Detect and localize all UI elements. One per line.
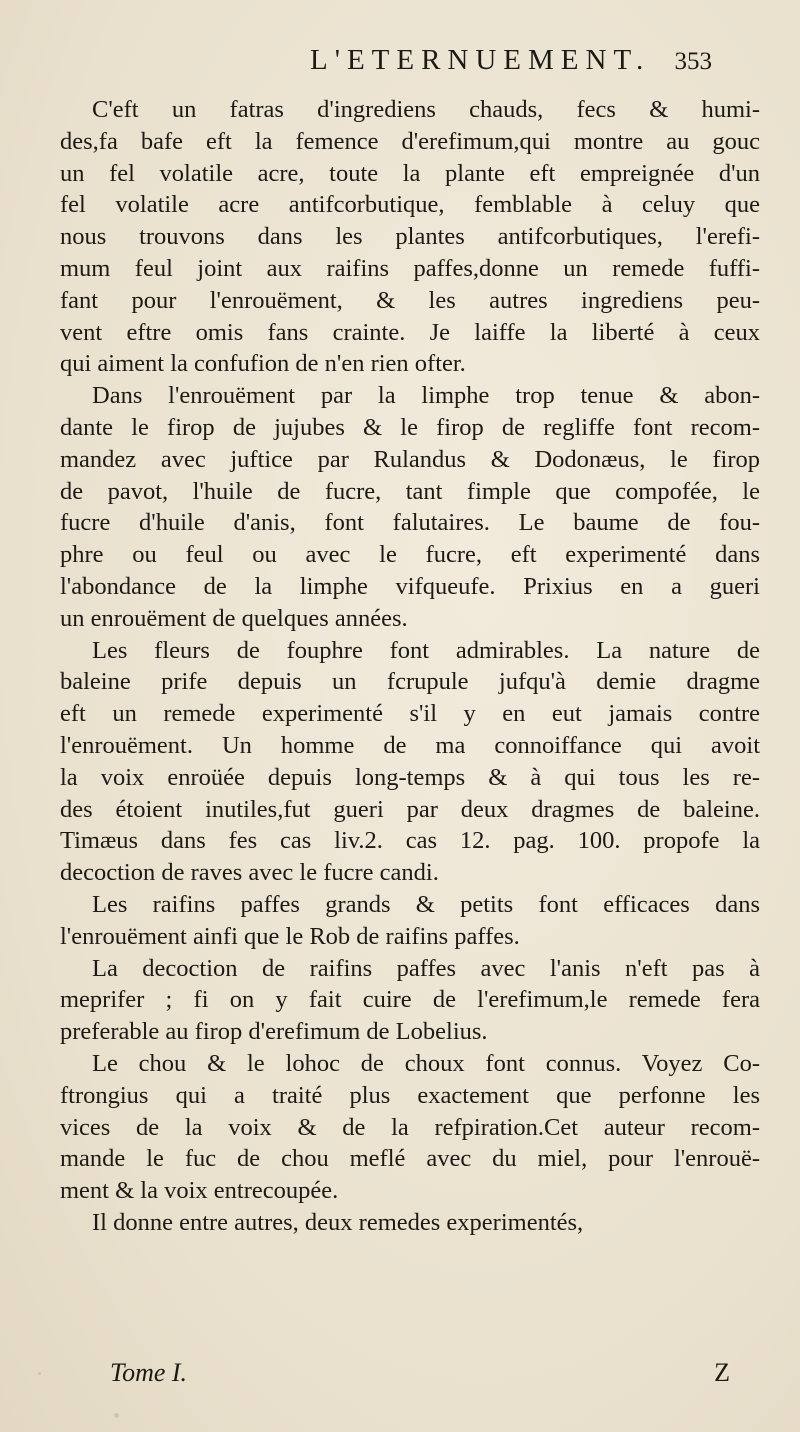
text-line: Dans l'enrouëment par la limphe trop tenue & abon- <box>92 382 760 410</box>
signature-mark: Z <box>714 1358 730 1387</box>
text-line: un fel volatile acre, toute la plante eft empreignée d'un <box>60 159 760 187</box>
text-line: dante le firop de jujubes & le firop de regliffe font recom- <box>60 413 760 441</box>
text-line: de pavot, l'huile de fucre, tant fimple que compofée, le <box>60 477 760 505</box>
page-header <box>110 44 750 84</box>
text-line: Le chou & le lohoc de choux font connus. Voyez Co- <box>92 1049 760 1077</box>
text-line: l'enrouëment. Un homme de ma connoiffance qui avoit <box>60 731 760 759</box>
text-line: la voix enroüée depuis long-temps & à qui tous les re- <box>60 763 760 791</box>
text-line: mande le fuc de chou meflé avec du miel, pour l'enrouë- <box>60 1145 760 1173</box>
text-line: Timæus dans fes cas liv.2. cas 12. pag. 100. propofe la <box>60 827 760 855</box>
text-line: ftrongius qui a traité plus exactement que perfonne les <box>60 1081 760 1109</box>
text-line: qui aiment la confufion de n'en rien ofter. <box>60 350 466 378</box>
text-line: decoction de raves avec le fucre candi. <box>60 859 439 887</box>
text-line: mum feul joint aux raifins paffes,donne un remede fuffi- <box>60 254 760 282</box>
text-line: C'eft un fatras d'ingrediens chauds, fecs & humi- <box>92 96 760 123</box>
text-line: meprifer ; fi on y fait cuire de l'erefimum,le remede fera <box>60 986 760 1014</box>
text-line: mandez avec juftice par Rulandus & Dodonæus, le firop <box>60 445 760 473</box>
text-line: phre ou feul ou avec le fucre, eft experimenté dans <box>60 541 760 569</box>
text-line: fucre d'huile d'anis, font falutaires. Le baume de fou- <box>60 509 760 537</box>
text-line: nous trouvons dans les plantes antifcorbutiques, l'erefi- <box>60 223 760 251</box>
text-line: eft un remede experimenté s'il y en eut jamais contre <box>60 700 760 728</box>
text-line: vent eftre omis fans crainte. Je laiffe la liberté à ceux <box>60 318 760 346</box>
text-line: La decoction de raifins paffes avec l'anis n'eft pas à <box>92 954 760 982</box>
text-line: l'enrouëment ainfi que le Rob de raifins paffes. <box>60 922 520 950</box>
ink-spot <box>114 1413 119 1418</box>
text-line: des,fa bafe eft la femence d'erefimum,qui montre au gouc <box>60 127 760 155</box>
body-text <box>60 94 760 1239</box>
page-number: 353 <box>674 48 712 75</box>
text-line: Les raifins paffes grands & petits font efficaces dans <box>92 890 760 918</box>
running-head: L'ETERNUEMENT. <box>310 44 651 76</box>
text-line: fel volatile acre antifcorbutique, femblable à celuy que <box>60 191 760 219</box>
ink-spot <box>38 1372 41 1375</box>
text-line: l'abondance de la limphe vifqueufe. Prixius en a gueri <box>60 572 760 600</box>
page-footer <box>110 1358 730 1394</box>
text-line: un enrouëment de quelques années. <box>60 604 408 632</box>
text-line: des étoient inutiles,fut gueri par deux dragmes de baleine. <box>60 795 760 823</box>
text-line: baleine prife depuis un fcrupule jufqu'à demie dragme <box>60 668 760 696</box>
text-line: ment & la voix entrecoupée. <box>60 1177 339 1205</box>
text-line: Les fleurs de fouphre font admirables. La nature de <box>92 636 760 664</box>
text-line: Il donne entre autres, deux remedes experimentés, <box>92 1208 584 1236</box>
text-line: preferable au firop d'erefimum de Lobelius. <box>60 1018 488 1046</box>
text-line: vices de la voix & de la refpiration.Cet auteur recom- <box>60 1113 760 1141</box>
text-line: fant pour l'enrouëment, & les autres ingrediens peu- <box>60 286 760 314</box>
volume-label: Tome I. <box>110 1358 188 1387</box>
